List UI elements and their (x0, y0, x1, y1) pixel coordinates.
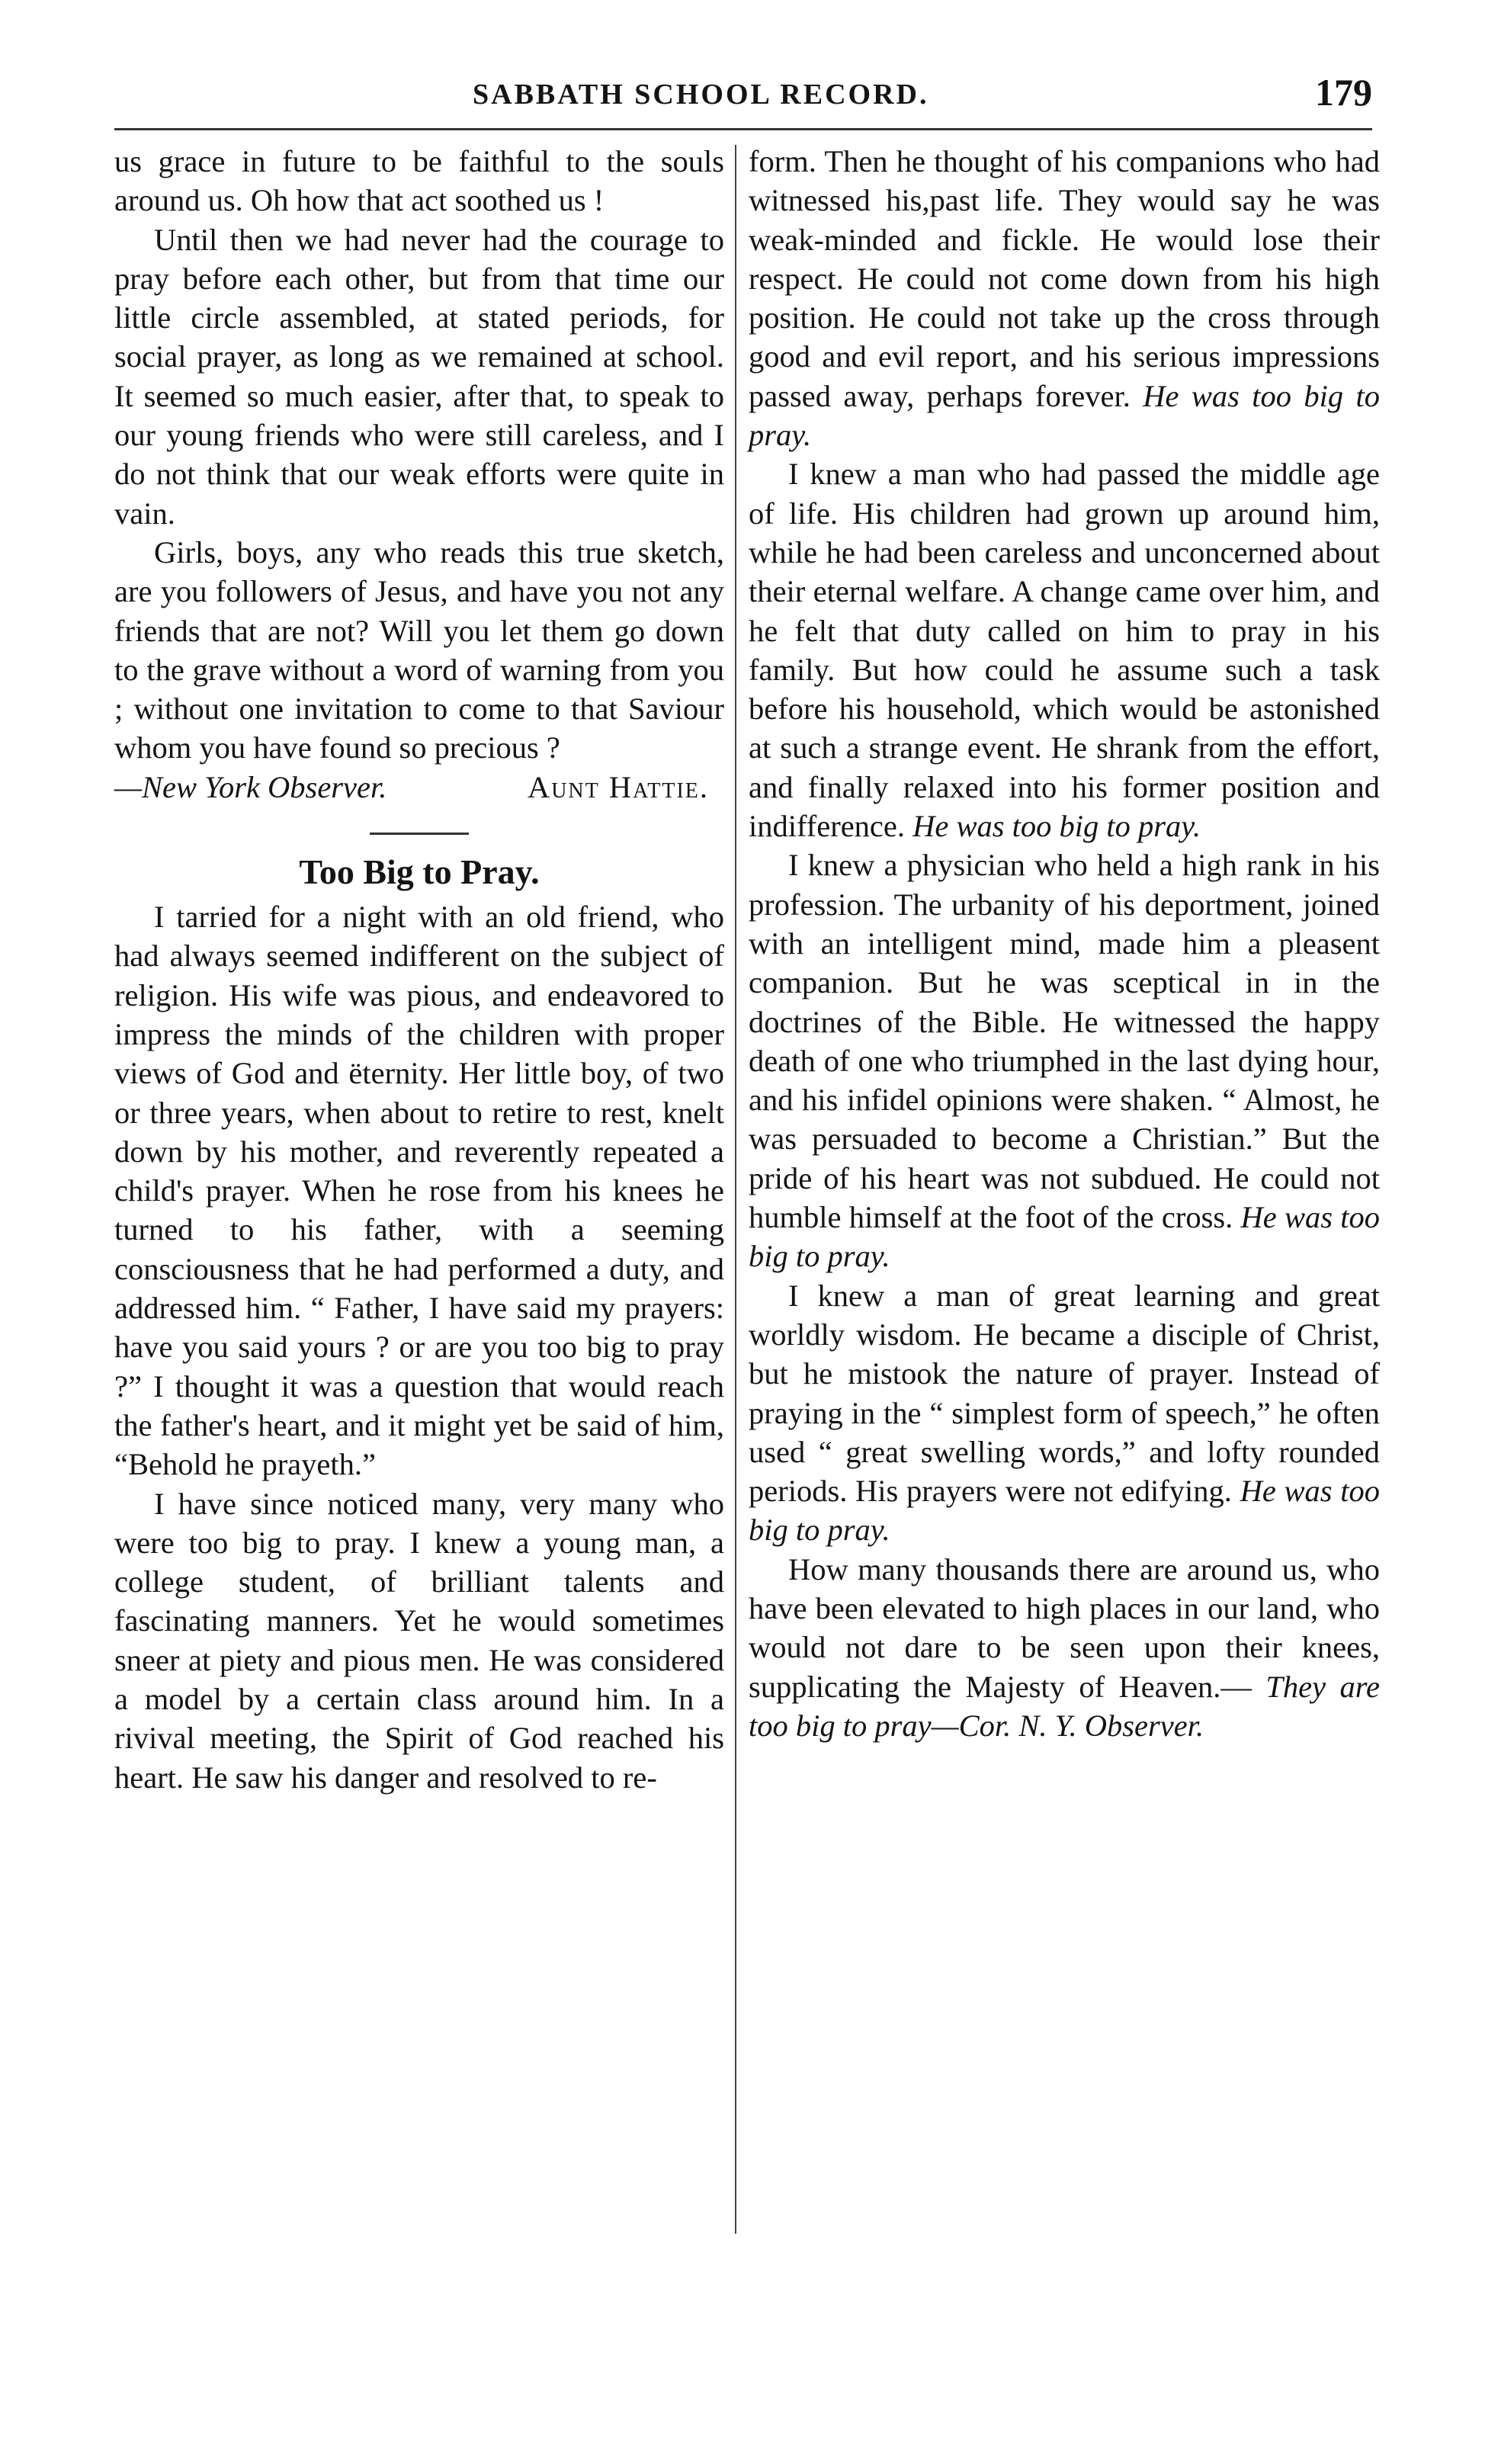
author-signature: Aunt Hattie. (527, 769, 709, 804)
italic-refrain: He was too big to pray. (749, 1200, 1381, 1274)
italic-refrain: He was too big to pray. (749, 1474, 1381, 1548)
italic-refrain: He was too big to pray. (912, 809, 1201, 844)
paragraph: I have since noticed many, very many who were too big to pray. I knew a young man, a college student, of brilliant talents and fascinating manners. Yet he would sometimes sneer at piety and pious men. He was considered a model by a certain class around him. In a rivival meeting, the Spirit of God reached his heart. He saw his danger and resolved to re- (114, 1486, 724, 1795)
paragraph: Girls, boys, any who reads this true sketch, are you followers of Jesus, and have you not any friends that are not? Will you let them go down to the grave without a word of warning from you ; without one invitation to come to that Saviour whom you have found so precious ? (114, 534, 724, 765)
paragraph-text: How many thousands there are around us, who have been elevated to high places in our land, who would not dare to be seen upon their knees, supplicating the Majesty of Heaven.— (749, 1551, 1380, 1704)
paragraph: us grace in future to be faithful to the souls around us. Oh how that act soothed us ! (114, 144, 724, 218)
paragraph-text: form. Then he thought of his companions who had witnessed his,past life. They would say he was weak-minded and fickle. He would lose their respect. He could not come down from his high position. He could not take up the cross through good and evil report, and his serious impressions passed away, perhaps forever. (749, 144, 1380, 413)
page-header (114, 70, 1372, 124)
section-divider (370, 833, 469, 835)
paragraph (749, 845, 1380, 1275)
paragraph (749, 142, 1380, 454)
paragraph (749, 1550, 1380, 1745)
left-column (114, 142, 724, 1797)
paragraph-text: I knew a man of great learning and great worldly wisdom. He became a disciple of Christ, but he mistook the nature of prayer. Instead of praying in the “ simplest form of speech,” he often used “ great swelling words,” and lofty rounded periods. His prayers were not edifying. (749, 1278, 1380, 1509)
header-rule (114, 128, 1372, 130)
source-credit: —New York Observer. (114, 769, 387, 804)
right-column (749, 142, 1380, 1745)
italic-refrain: They are too big to pray—Cor. N. Y. Observer. (749, 1669, 1380, 1743)
page-number: 179 (1315, 71, 1372, 114)
article-title: Too Big to Pray. (299, 852, 540, 892)
paragraph: Until then we had never had the courage to pray before each other, but from that time our little circle assembled, at stated periods, for social prayer, as long as we remained at school. It seemed so much easier, after that, to speak to our young friends who were still careless, and I do not think that our weak efforts were quite in vain. (114, 222, 724, 531)
column-divider (735, 145, 736, 2234)
paragraph: I tarried for a night with an old friend, who had always seemed indifferent on the subject of religion. His wife was pious, and endeavored to impress the minds of the children with proper views of God and ëternity. Her little boy, of two or three years, when about to retire to rest, knelt down by his mother, and reverently repeated a child's prayer. When he rose from his knees he turned to his father, with a seeming consciousness that he had performed a duty, and addressed him. “ Father, I have said my prayers: have you said yours ? or are you too big to pray ?” I thought it was a question that would reach the father's heart, and it might yet be said of him, “Behold he prayeth.” (114, 900, 724, 1482)
paragraph (749, 454, 1380, 845)
paragraph-text: I knew a man who had passed the middle age of life. His children had grown up around him, while he had been careless and unconcerned about their eternal welfare. A change came over him, and he felt that duty called on him to pray in his family. But how could he assume such a task before his household, which would be astonished at such a strange event. He shrank from the effort, and finally relaxed into his former position and indifference. (749, 457, 1380, 844)
paragraph-text: I knew a physician who held a high rank in his profession. The urbanity of his deportment, joined with an intelligent mind, made him a pleasent companion. But he was sceptical in in the doctrines of the Bible. He witnessed the happy death of one who triumphed in the last dying hour, and his infidel opinions were shaken. “ Almost, he was persuaded to become a Christian.” But the pride of his heart was not subdued. He could not humble himself at the foot of the cross. (749, 848, 1380, 1235)
running-title: SABBATH SCHOOL RECORD. (473, 79, 929, 111)
paragraph (749, 1276, 1380, 1550)
italic-refrain: He was too big to pray. (749, 378, 1381, 453)
